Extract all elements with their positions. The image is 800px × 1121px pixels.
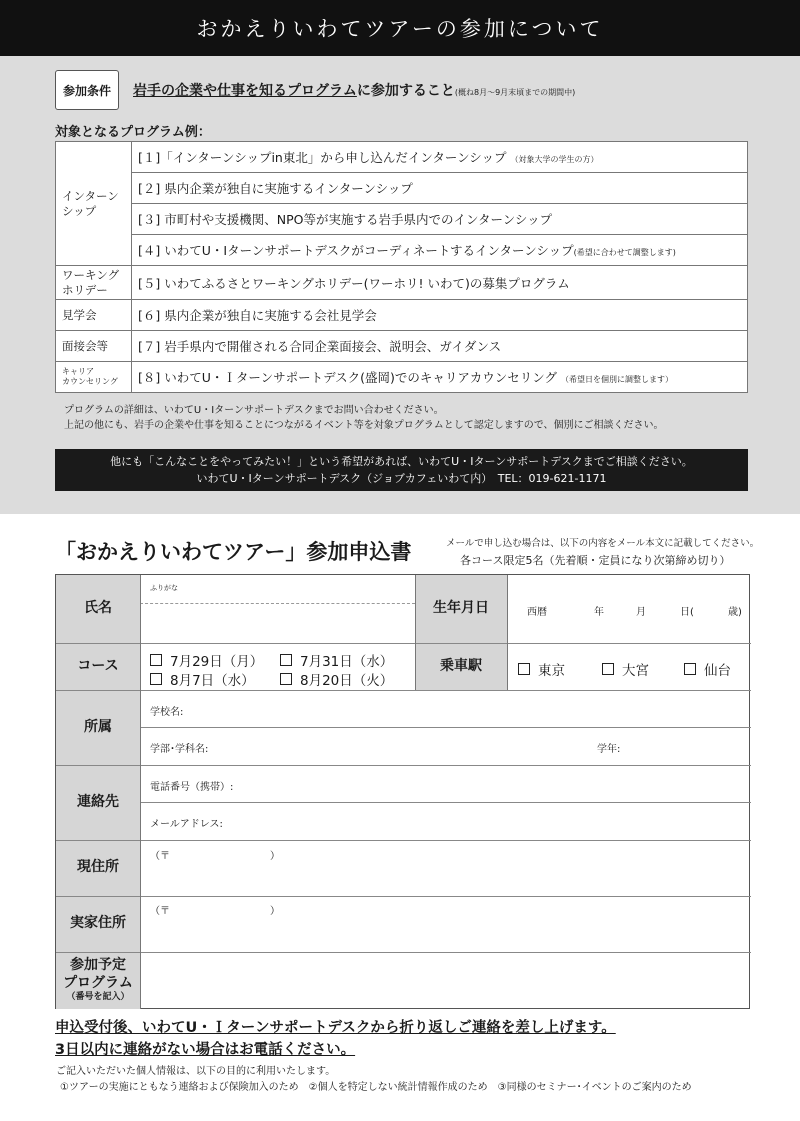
program-row <box>56 266 748 300</box>
category-internship: インターン シップ <box>56 142 132 266</box>
checkbox[interactable] <box>602 663 614 675</box>
contact-bar-line1: 他にも「こんなことをやってみたい！」という希望があれば、いわてU・Iターンサポートデスクまでご相談ください。 <box>110 454 693 468</box>
contact-divider <box>140 802 751 803</box>
birth-month-unit: 月 <box>636 607 646 618</box>
program-row <box>56 204 748 235</box>
form-title: 「おかえりいわてツアー」参加申込書 <box>55 540 412 564</box>
phone-label: 電話番号（携帯）: <box>150 782 234 793</box>
address-label: 現住所 <box>56 840 140 896</box>
course-label: コース <box>56 643 140 690</box>
checkbox[interactable] <box>150 673 162 685</box>
footer-reply-notice: 申込受付後、いわてU・Ｉターンサポートデスクから折り返しご連絡を差し上げます。 <box>55 1020 616 1036</box>
affiliation-label: 所属 <box>56 690 140 765</box>
program-row <box>56 173 748 204</box>
program-2: [２] 県内企業が独自に実施するインターンシップ <box>132 173 748 204</box>
postal-code-label: （〒 ） <box>150 851 280 862</box>
birth-label: 生年月日 <box>415 575 507 643</box>
condition-text <box>133 80 575 100</box>
details-note <box>64 404 664 433</box>
home-address-label: 実家住所 <box>56 896 140 952</box>
program-plan-field[interactable] <box>142 954 749 1007</box>
program-row <box>56 331 748 362</box>
station-option-omiya[interactable]: 大宮 <box>602 659 649 679</box>
course-option-3[interactable]: 8月7日（水） <box>150 669 255 689</box>
program-7: [７] 岩手県内で開催される合同企業面接会、説明会、ガイダンス <box>132 331 748 362</box>
row-divider <box>56 896 751 897</box>
course-option-4[interactable]: 8月20日（火） <box>280 669 393 689</box>
contact-bar-line2: いわてU・Iターンサポートデスク（ジョブカフェいわて内） TEL：019-621-1171 <box>196 472 607 485</box>
affiliation-divider <box>140 727 751 728</box>
course-option-1[interactable]: 7月29日（月） <box>150 650 263 670</box>
details-note-line2: 上記の他にも、岩手の企業や仕事を知ることにつながるイベント等を対象プログラムとして認定しますので、個別にご相談ください。 <box>64 419 664 431</box>
page-title: おかえりいわてツアーの参加について <box>196 17 604 41</box>
form-note-email: メールで申し込む場合は、以下の内容をメール本文に記載してください。 <box>446 538 760 549</box>
station-option-tokyo[interactable]: 東京 <box>518 659 565 679</box>
station-option-sendai[interactable]: 仙台 <box>684 659 731 679</box>
address-field[interactable] <box>142 842 749 894</box>
program-row <box>56 142 748 173</box>
category-career: キャリア カウンセリング <box>56 362 132 393</box>
phone-field[interactable] <box>246 767 749 800</box>
program-8-note: （希望日を個別に調整します） <box>561 375 673 384</box>
program-4-note: (希望に合わせて調整します) <box>573 248 676 257</box>
school-name-label: 学校名: <box>150 707 184 718</box>
email-field[interactable] <box>236 804 749 838</box>
application-form <box>55 574 750 1009</box>
furigana-divider <box>140 603 415 604</box>
program-3: [３] 市町村や支援機関、NPO等が実施する岩手県内でのインターンシップ <box>132 204 748 235</box>
faculty-label: 学部･学科名: <box>150 744 209 755</box>
home-postal-code-label: （〒 ） <box>150 906 280 917</box>
condition-label-box <box>55 70 119 110</box>
faculty-field[interactable] <box>216 729 586 763</box>
program-plan-label-text: 参加予定 プログラム <box>63 957 133 991</box>
birth-era: 西暦 <box>527 607 547 618</box>
home-address-field[interactable] <box>142 898 749 950</box>
details-note-line1: プログラムの詳細は、いわてU・Iターンサポートデスクまでお問い合わせください。 <box>64 405 444 416</box>
program-4: [４] いわてU・Iターンサポートデスクがコーディネートするインターンシップ(希望に合わせて調整します) <box>132 235 748 266</box>
condition-label: 参加条件 <box>62 83 111 98</box>
grade-label: 学年: <box>597 744 621 755</box>
program-1-note: （対象大学の学生の方） <box>510 155 599 164</box>
examples-label: 対象となるプログラム例： <box>55 125 211 140</box>
school-name-field[interactable] <box>196 692 749 725</box>
category-interview: 面接会等 <box>56 331 132 362</box>
program-5: [５] いわてふるさとワーキングホリデー(ワーホリ! いわて)の募集プログラム <box>132 266 748 300</box>
category-tour: 見学会 <box>56 300 132 331</box>
page-header <box>0 0 800 56</box>
condition-note: (概ね8月〜9月末頃までの期間中) <box>454 88 576 97</box>
checkbox[interactable] <box>150 654 162 666</box>
row-divider <box>56 690 751 691</box>
program-plan-sub: （番号を記入） <box>66 992 130 1003</box>
contact-label: 連絡先 <box>56 765 140 840</box>
category-working-holiday: ワーキング ホリデー <box>56 266 132 300</box>
checkbox[interactable] <box>280 654 292 666</box>
name-field[interactable] <box>142 605 413 641</box>
condition-text-rest: に参加すること <box>356 83 455 99</box>
privacy-note-intro: ご記入いただいた個人情報は、以下の目的に利用いたします。 <box>56 1066 336 1077</box>
condition-text-underlined: 岩手の企業や仕事を知るプログラム <box>133 83 357 99</box>
col-divider <box>140 575 141 1009</box>
program-row <box>56 362 748 393</box>
row-divider <box>56 765 751 766</box>
checkbox[interactable] <box>518 663 530 675</box>
checkbox[interactable] <box>280 673 292 685</box>
email-label: メールアドレス: <box>150 819 223 830</box>
course-option-2[interactable]: 7月31日（水） <box>280 650 393 670</box>
program-row <box>56 235 748 266</box>
furigana-label: ふりがな <box>150 584 178 592</box>
privacy-note-purposes: ①ツアーの実施にともなう連絡および保険加入のため ②個人を特定しない統計情報作成のため ③同様のセミナー･イベントのご案内のため <box>60 1082 692 1093</box>
checkbox[interactable] <box>684 663 696 675</box>
contact-bar <box>55 449 748 491</box>
col-divider <box>507 575 508 690</box>
row-divider <box>56 643 751 644</box>
program-6: [６] 県内企業が独自に実施する会社見学会 <box>132 300 748 331</box>
program-plan-label <box>56 952 140 1009</box>
footer-call-notice: 3日以内に連絡がない場合はお電話ください。 <box>55 1042 356 1058</box>
birth-age-unit: 歳) <box>728 607 742 618</box>
program-1: [１]「インターンシップin東北」から申し込んだインターンシップ （対象大学の学生の方） <box>132 142 748 173</box>
row-divider <box>56 952 751 953</box>
grade-field[interactable] <box>626 729 749 763</box>
form-note-limit: 各コース限定5名（先着順・定員になり次第締め切り） <box>460 554 731 567</box>
program-8: [８] いわてU・Ｉターンサポートデスク(盛岡)でのキャリアカウンセリング （希望日を個別に調整します） <box>132 362 748 393</box>
name-label: 氏名 <box>56 575 140 643</box>
program-table <box>55 141 748 393</box>
birth-year-unit: 年 <box>594 607 604 618</box>
row-divider <box>56 840 751 841</box>
birth-day-unit: 日( <box>680 607 694 618</box>
station-label: 乗車駅 <box>415 643 507 690</box>
col-divider <box>415 575 416 690</box>
program-row <box>56 300 748 331</box>
